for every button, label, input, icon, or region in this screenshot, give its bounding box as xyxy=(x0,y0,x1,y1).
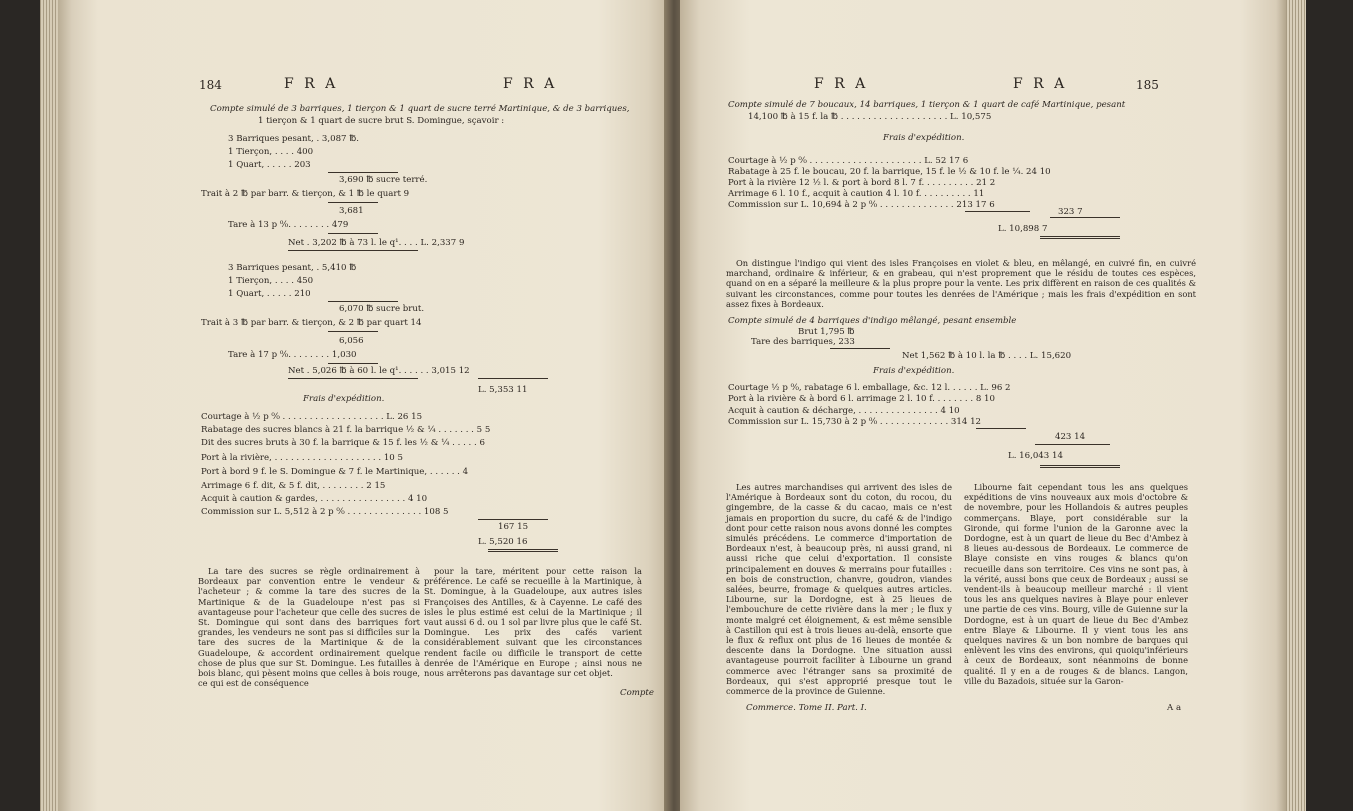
ledger-line: 6,056 xyxy=(339,336,364,346)
sum-rule xyxy=(976,428,1026,429)
ledger-line: Net 1,562 ℔ à 10 l. la ℔ . . . . L. 15,620 xyxy=(902,351,1072,361)
account-title: Compte simulé de 3 barriques, 1 tierçon & 1 quart de sucre terré Martinique, & de 3 barriques, xyxy=(210,104,630,114)
total-rule xyxy=(488,549,558,552)
account-title: Compte simulé de 4 barriques d'indigo mêlangé, pesant ensemble xyxy=(728,316,1017,326)
expense-line: Port à la rivière 12 ½ l. & port à bord 8 l. 7 f. . . . . . . . . . 21 2 xyxy=(728,178,996,188)
expense-line: Arrimage 6 l. 10 f., acquit à caution 4 l. 10 f. . . . . . . . . . 11 xyxy=(728,189,985,199)
ledger-line: Brut 1,795 ℔ xyxy=(798,327,855,337)
ledger-line: 1 Quart, . . . . . 203 xyxy=(228,160,311,170)
expense-subtotal: 323 7 xyxy=(1058,207,1083,217)
account-title: 14,100 ℔ à 15 f. la ℔ . . . . . . . . . . . . . . . . . . . . L. 10,575 xyxy=(748,112,992,122)
expense-line: Arrimage 6 f. dit, & 5 f. dit, . . . . . . . . 2 15 xyxy=(201,481,386,491)
sum-rule xyxy=(1050,217,1120,218)
ledger-total: L. 5,353 11 xyxy=(478,385,528,395)
paragraph: Libourne fait cependant tous les ans quelques expéditions de vins nouveaux aux mois d'octobre & de novembre, pour les Hollandois & autres peuples commerçans. Blaye, port considérable sur la Gironde, qui forme l'union de la Garonne avec la Dordogne, est à un quart de lieue du Bec d'Ambez à 8 lieues au-dessous de Bordeaux. Le commerce de Blaye consiste en vins rouges & blancs qu'on recueille dans son territoire. Ces vins ne sont pas, à la vérité, aussi bons que ceux de Bordeaux ; aussi se vendent-ils à beaucoup meilleur marché : il vient tous les ans quelques navires à Blaye pour enlever une partie de ces vins. Bourg, ville de Guienne sur la Dordogne, est à un quart de lieue du Bec d'Ambez entre Blaye & Libourne. Il y vient tous les ans quelques navires & un bon nombre de barques qui enlèvent les vins des environs, qui quoiqu'inférieurs à ceux de Bordeaux, sont néanmoins de bonne qualité. Il y en a de rouges & de blancs. Langon, ville du Bazadois, située sur la Garon- xyxy=(964,482,1188,686)
paragraph: pour la tare, méritent pour cette raison la préférence. Le café se recueille à la Martinique, à St. Domingue, à la Guadeloupe, aux autres isles Françoises des Antilles, & à Cayenne. Le café des isles le plus estimé est celui de la Martinique ; il vaut aussi 6 d. ou 1 sol par livre plus que le café St. Domingue. Les prix des cafés varient considérablement suivant que les circonstances rendent facile ou difficile le transport de cette denrée de l'Amérique en Europe ; ainsi nous ne nous arrêterons pas davantage sur cet objet. xyxy=(424,566,642,679)
account-title: 1 tierçon & 1 quart de sucre brut S. Domingue, sçavoir : xyxy=(258,116,505,126)
right-page-edges xyxy=(1284,0,1306,811)
sum-rule xyxy=(328,172,398,173)
expense-line: Commission sur L. 10,694 à 2 p ⁰⁄₀ . . . . . . . . . . . . . . 213 17 6 xyxy=(728,200,995,210)
expense-total: L. 10,898 7 xyxy=(998,224,1048,234)
expense-line: Port à la rivière & à bord 6 l. arrimage 2 l. 10 f. . . . . . . . 8 10 xyxy=(728,394,995,404)
sum-rule xyxy=(288,378,418,379)
expense-line: Courtage ½ p ⁰⁄₀, rabatage 6 l. emballage, &c. 12 l. . . . . . L. 96 2 xyxy=(728,383,1011,393)
sum-rule xyxy=(328,301,398,302)
ledger-line: 1 Tierçon, . . . . 400 xyxy=(228,147,314,157)
ledger-line: Trait à 3 ℔ par barr. & tierçon, & 2 ℔ par quart 14 xyxy=(201,318,422,328)
expense-line: Rabatage des sucres blancs à 21 f. la barrique ½ & ¼ . . . . . . . 5 5 xyxy=(201,425,491,435)
expense-line: Acquit à caution & décharge, . . . . . . . . . . . . . . . 4 10 xyxy=(728,406,960,416)
expense-line: Commission sur L. 15,730 à 2 p ⁰⁄₀ . . . . . . . . . . . . . 314 12 xyxy=(728,417,981,427)
paragraph: Les autres marchandises qui arrivent des isles de l'Amérique à Bordeaux sont du coton, du rocou, du gingembre, de la casse & du cacao, mais ce n'est jamais en proportion du sucre, du café & de l'indigo dont pour cette raison nous avons donné les comptes simulés précédens. Le commerce d'importation de Bordeaux n'est, à beaucoup près, ni aussi grand, ni aussi riche que celui d'exportation. Il consiste principalement en douves & merrains pour futailles : en bois de construction, chanvre, goudron, viandes salées, beurre, fromage & quelques autres articles. Libourne, sur la Dordogne, est à 25 lieues de l'embouchure de cette rivière dans la mer ; le flux y monte malgré cet éloignement, & est même sensible à Castillon qui est à trois lieues au-delà, ensorte que le flux & reflux ont plus de 16 lieues de montée & descente dans la Dordogne. Une situation aussi avantageuse pourroit faciliter à Libourne un grand commerce avec l'étranger sans sa proximité de Bordeaux, qui s'est approprié presque tout le commerce de la province de Guienne. xyxy=(726,482,952,697)
ledger-line: 3 Barriques pesant, . 3,087 ℔. xyxy=(228,134,359,144)
ledger-line: Tare à 17 p ⁰⁄₀. . . . . . . . 1,030 xyxy=(228,350,357,360)
expense-line: Port à la rivière, . . . . . . . . . . . . . . . . . . . . 10 5 xyxy=(201,453,403,463)
text-column xyxy=(424,566,642,678)
page-number: 184 xyxy=(199,78,222,92)
expense-line: Courtage à ½ p ⁰⁄₀ . . . . . . . . . . . . . . . . . . . L. 26 15 xyxy=(201,412,423,422)
sum-rule xyxy=(478,519,548,520)
text-column xyxy=(726,482,952,696)
text-column xyxy=(964,482,1188,686)
left-page-edges xyxy=(40,0,60,811)
running-head: F R A xyxy=(1013,76,1068,92)
right-page xyxy=(680,0,1286,811)
paragraph: On distingue l'indigo qui vient des isles Françoises en violet & bleu, en mêlangé, en cuivré fin, en cuivré marchand, ordinaire & inférieur, & en grabeau, qui n'est proprement que le résidu de toutes ces espèces, quand on en a séparé la meilleure & la plus propre pour la vente. Les prix diffèrent en raison de ces qualités & suivant les circonstances, comme pour toutes les denrées de l'Amérique ; mais les frais d'expédition en sont assez fixes à Bordeaux. xyxy=(726,258,1196,309)
catchword: Compte xyxy=(620,688,654,698)
expense-subtotal: 167 15 xyxy=(498,522,529,532)
left-page xyxy=(58,0,670,811)
text-block xyxy=(726,258,1196,309)
sum-rule xyxy=(965,211,1030,212)
sum-rule xyxy=(328,363,378,364)
sum-rule xyxy=(830,348,890,349)
expense-line: Courtage à ½ p ⁰⁄₀ . . . . . . . . . . . . . . . . . . . . . L. 52 17 6 xyxy=(728,156,969,166)
section-title: Frais d'expédition. xyxy=(883,133,965,143)
expense-subtotal: 423 14 xyxy=(1055,432,1086,442)
section-title: Frais d'expédition. xyxy=(873,366,955,376)
ledger-line: Net . 3,202 ℔ à 73 l. le q¹. . . . L. 2,337 9 xyxy=(288,238,465,248)
expense-line: Port à bord 9 f. le S. Domingue & 7 f. le Martinique, . . . . . . 4 xyxy=(201,467,469,477)
running-head: F R A xyxy=(814,76,869,92)
sum-rule xyxy=(288,250,418,251)
account-title: Compte simulé de 7 boucaux, 14 barriques, 1 tierçon & 1 quart de café Martinique, pesant xyxy=(728,100,1126,110)
ledger-line: Net . 5,026 ℔ à 60 l. le q¹. . . . . . 3,015 12 xyxy=(288,366,470,376)
ledger-line: 6,070 ℔ sucre brut. xyxy=(339,304,425,314)
paragraph: La tare des sucres se règle ordinairement à Bordeaux par convention entre le vendeur & l'acheteur ; & comme la tare des sucres de la Martinique & de la Guadeloupe n'est pas si avantageuse pour l'acheteur que celle des sucres de St. Domingue qui sont dans des barriques fort grandes, les vendeurs ne sont pas si difficiles sur la tare des sucres de la Martinique & de la Guadeloupe, & accordent ordinairement quelque chose de plus que sur St. Domingue. Les futailles à bois blanc, qui pèsent moins que celles à bois rouge, ce qui est de conséquence xyxy=(198,566,420,689)
ledger-line: 3 Barriques pesant, . 5,410 ℔ xyxy=(228,263,357,273)
ledger-line: 3,690 ℔ sucre terré. xyxy=(339,175,428,185)
sum-rule xyxy=(1035,444,1110,445)
running-head: F R A xyxy=(503,76,558,92)
ledger-line: Tare à 13 p ⁰⁄₀. . . . . . . . 479 xyxy=(228,220,349,230)
ledger-line: 3,681 xyxy=(339,206,364,216)
footer-signature-line: Commerce. Tome II. Part. I. xyxy=(746,703,867,713)
sum-rule xyxy=(328,233,378,234)
sum-rule xyxy=(328,331,378,332)
expense-line: Acquit à caution & gardes, . . . . . . . . . . . . . . . . 4 10 xyxy=(201,494,428,504)
signature-mark: A a xyxy=(1167,703,1182,713)
ledger-line: Trait à 2 ℔ par barr. & tierçon, & 1 ℔ le quart 9 xyxy=(201,189,410,199)
total-rule xyxy=(1040,236,1120,239)
section-title: Frais d'expédition. xyxy=(303,394,385,404)
text-column xyxy=(198,566,420,688)
expense-line: Dit des sucres bruts à 30 f. la barrique & 15 f. les ½ & ¼ . . . . . 6 xyxy=(201,438,485,448)
sum-rule xyxy=(478,378,548,379)
expense-total: L. 16,043 14 xyxy=(1008,451,1063,461)
ledger-line: Tare des barriques, 233 xyxy=(751,337,855,347)
expense-total: L. 5,520 16 xyxy=(478,537,528,547)
expense-line: Rabatage à 25 f. le boucau, 20 f. la barrique, 15 f. le ½ & 10 f. le ¼. 24 10 xyxy=(728,167,1051,177)
ledger-line: 1 Tierçon, . . . . 450 xyxy=(228,276,314,286)
total-rule xyxy=(1040,465,1120,468)
page-number: 185 xyxy=(1136,78,1159,92)
expense-line: Commission sur L. 5,512 à 2 p ⁰⁄₀ . . . . . . . . . . . . . . 108 5 xyxy=(201,507,449,517)
ledger-line: 1 Quart, . . . . . 210 xyxy=(228,289,311,299)
running-head: F R A xyxy=(284,76,339,92)
sum-rule xyxy=(328,202,378,203)
